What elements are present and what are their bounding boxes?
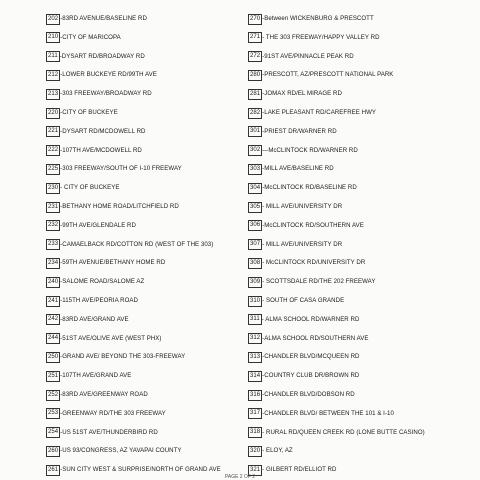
zone-description: -McCLINTOCK RD/BASELINE RD bbox=[262, 184, 357, 192]
zone-description: -GRAND AVE/ BEYOND THE 303-FREEWAY bbox=[60, 353, 186, 361]
zone-number-box: 321 bbox=[248, 465, 262, 476]
zone-description: -ALMA SCHOOL RD/SOUTHERN AVE bbox=[262, 334, 369, 342]
zone-number-box: 310 bbox=[248, 296, 262, 307]
zone-description: —McCLINTOCK RD/WARNER RD bbox=[262, 146, 358, 154]
zone-description: -LOWER BUCKEYE RD/99TH AVE bbox=[60, 71, 157, 79]
zone-description: -McCLINTOCK RD/SOUTHERN AVE bbox=[262, 221, 364, 229]
zone-description: - MILL AVE/UNIVERSITY DR bbox=[262, 240, 343, 248]
zone-description: - GILBERT RD/ELLIOT RD bbox=[262, 466, 337, 474]
entry-row bbox=[248, 388, 355, 402]
zone-description: -LAKE PLEASANT RD/CAREFREE HWY bbox=[262, 109, 376, 116]
zone-number-box: 270 bbox=[248, 14, 262, 25]
zone-number-box: 317 bbox=[248, 408, 262, 419]
entry-row bbox=[248, 350, 359, 364]
entry-row bbox=[248, 426, 425, 440]
cut-off-top-row bbox=[46, 0, 476, 4]
zone-description: -303 FREEWAY/BROADWAY RD bbox=[60, 90, 152, 98]
entry-row bbox=[248, 144, 358, 158]
entry-row bbox=[248, 313, 359, 327]
entry-row bbox=[46, 68, 157, 82]
zone-number-box: 231 bbox=[46, 202, 60, 213]
entry-row bbox=[248, 256, 365, 270]
entry-row bbox=[46, 200, 179, 214]
zone-number-box: 253 bbox=[46, 408, 60, 419]
entry-row bbox=[248, 294, 344, 308]
zone-number-box: 280 bbox=[248, 70, 262, 81]
zone-number-box: 240 bbox=[46, 277, 60, 288]
zone-number-box: 304 bbox=[248, 183, 262, 194]
zone-number-box: 271 bbox=[248, 32, 262, 43]
entry-row bbox=[46, 294, 138, 308]
zone-number-box: 232 bbox=[46, 220, 60, 231]
zone-description: -83RD AVE/GREENWAY ROAD bbox=[60, 391, 148, 398]
zone-number-box: 320 bbox=[248, 446, 262, 457]
entry-row bbox=[46, 332, 161, 346]
entry-row bbox=[46, 426, 158, 440]
entry-row bbox=[46, 369, 131, 383]
entry-row bbox=[46, 219, 136, 233]
entry-row bbox=[46, 313, 129, 327]
zone-number-box: 318 bbox=[248, 427, 262, 438]
zone-description: - ELOY, AZ bbox=[262, 447, 293, 455]
zone-number-box: 309 bbox=[248, 277, 262, 288]
zone-description: -59TH AVENUE/BETHANY HOME RD bbox=[60, 259, 166, 267]
entry-row bbox=[46, 256, 165, 270]
zone-description: -CITY OF MARICOPA bbox=[60, 33, 121, 41]
zone-number-box: 242 bbox=[46, 314, 60, 325]
zone-description: -BETHANY HOME ROAD/LITCHFIELD RD bbox=[60, 203, 179, 210]
entry-row bbox=[46, 162, 182, 176]
zone-description: -CHANDLER BLVD/DOBSON RD bbox=[262, 391, 355, 398]
zone-number-box: 210 bbox=[46, 32, 60, 43]
entry-row bbox=[46, 388, 148, 402]
zone-description: -SUN CITY WEST & SURPRISE/NORTH OF GRAND AVE bbox=[60, 466, 221, 474]
zone-description: -83RD AVE/GRAND AVE bbox=[60, 315, 129, 323]
zone-description: -83RD AVENUE/BASELINE RD bbox=[60, 15, 147, 22]
zone-description: - McCLINTOCK RD/UNIVERSITY DR bbox=[262, 259, 366, 267]
zone-description: - SCOTTSDALE RD/THE 202 FREEWAY bbox=[262, 278, 376, 286]
entry-row bbox=[248, 68, 393, 82]
entry-row bbox=[46, 106, 118, 120]
zone-description: -US 51ST AVE/THUNDERBIRD RD bbox=[60, 428, 158, 436]
zone-description: - MILL AVE/UNIVERSITY DR bbox=[262, 203, 343, 210]
entry-row bbox=[46, 275, 144, 289]
zone-number-box: 306 bbox=[248, 220, 262, 231]
zone-number-box: 282 bbox=[248, 108, 262, 119]
entry-row bbox=[248, 125, 337, 139]
zone-number-box: 244 bbox=[46, 333, 60, 344]
entry-row bbox=[46, 350, 185, 364]
zone-number-box: 303 bbox=[248, 164, 262, 175]
zone-number-box: 251 bbox=[46, 371, 60, 382]
zone-number-box: 261 bbox=[46, 465, 60, 476]
zone-description: -COUNTRY CLUB DR/BROWN RD bbox=[262, 372, 360, 380]
entry-row bbox=[248, 200, 342, 214]
zone-description: -JOMAX RD/EL MIRAGE RD bbox=[262, 90, 342, 98]
zone-number-box: 220 bbox=[46, 108, 60, 119]
entry-row bbox=[46, 12, 147, 26]
entry-row bbox=[248, 407, 394, 421]
zone-description: - ALMA SCHOOL RD/WARNER RD bbox=[261, 315, 360, 323]
zone-description: -CHANDLER BLVD/ BETWEEN THE 101 & I-10 bbox=[262, 409, 394, 417]
entry-row bbox=[46, 444, 182, 458]
entry-row bbox=[248, 181, 357, 195]
zone-description: - RURAL RD/QUEEN CREEK RD (LONE BUTTE CASINO) bbox=[262, 428, 425, 436]
zone-number-box: 213 bbox=[46, 89, 60, 100]
entry-row bbox=[248, 50, 354, 64]
zone-number-box: 234 bbox=[46, 258, 60, 269]
zone-description: -SALOME ROAD/SALOME AZ bbox=[60, 278, 145, 286]
zone-number-box: 233 bbox=[46, 239, 60, 250]
entry-row bbox=[46, 144, 142, 158]
zone-number-box: 281 bbox=[248, 89, 262, 100]
zone-description: -MILL AVE/BASELINE RD bbox=[262, 165, 334, 173]
entry-row bbox=[46, 181, 120, 195]
zone-description: -DYSART RD/MCDOWELL RD bbox=[60, 127, 146, 135]
zone-number-box: 302 bbox=[248, 145, 262, 156]
zone-description: -US 93/CONGRESS, AZ YAVAPAI COUNTY bbox=[60, 447, 182, 455]
zone-description: -115TH AVE/PEORIA ROAD bbox=[60, 297, 138, 304]
entry-row bbox=[248, 12, 374, 26]
zone-description: -Between WICKENBURG & PRESCOTT bbox=[262, 15, 374, 22]
zone-description: - CITY OF BUCKEYE bbox=[60, 184, 120, 192]
entry-row bbox=[46, 31, 121, 45]
entry-row bbox=[248, 106, 376, 120]
zone-number-box: 211 bbox=[46, 51, 60, 62]
zone-number-box: 230 bbox=[46, 183, 60, 194]
zone-description: -CHANDLER BLVD/MCQUEEN RD bbox=[262, 353, 360, 361]
zone-number-box: 311 bbox=[248, 314, 262, 325]
zone-description: - THE 303 FREEWAY/HAPPY VALLEY RD bbox=[262, 33, 380, 41]
entry-row bbox=[248, 87, 342, 101]
zone-description: -303 FREEWAY/SOUTH OF I-10 FREEWAY bbox=[60, 165, 182, 173]
zone-description: - SOUTH OF CASA GRANDE bbox=[262, 297, 345, 304]
entry-row bbox=[248, 275, 375, 289]
zone-description: -51ST AVE/OLIVE AVE (WEST PHX) bbox=[60, 334, 162, 342]
zone-description: -PRESCOTT, AZ/PRESCOTT NATIONAL PARK bbox=[262, 71, 394, 79]
entry-row bbox=[46, 50, 145, 64]
zone-number-box: 252 bbox=[46, 390, 60, 401]
zone-description: -107TH AVE/GRAND AVE bbox=[60, 372, 132, 380]
entry-row bbox=[248, 162, 334, 176]
entry-row bbox=[248, 238, 342, 252]
zone-description: -DYSART RD/BROADWAY RD bbox=[59, 52, 145, 60]
zone-description: -CITY OF BUCKEYE bbox=[60, 109, 118, 116]
zone-description: -CAMAELBACK RD/COTTON RD (WEST OF THE 303) bbox=[60, 240, 214, 248]
zone-number-box: 305 bbox=[248, 202, 262, 213]
zone-number-box: 314 bbox=[248, 371, 262, 382]
zone-number-box: 221 bbox=[46, 126, 60, 137]
zone-number-box: 254 bbox=[46, 427, 60, 438]
zone-number-box: 241 bbox=[46, 296, 60, 307]
zone-description: -GREENWAY RD/THE 303 FREEWAY bbox=[60, 409, 166, 417]
zone-number-box: 260 bbox=[46, 446, 60, 457]
entry-row bbox=[248, 444, 293, 458]
zone-description: -91ST AVE/PINNACLE PEAK RD bbox=[262, 52, 354, 60]
zone-number-box: 307 bbox=[248, 239, 262, 250]
zone-number-box: 272 bbox=[248, 51, 262, 62]
zone-description: -107TH AVE/MCDOWELL RD bbox=[60, 146, 142, 154]
zone-number-box: 250 bbox=[46, 352, 60, 363]
zone-number-box: 308 bbox=[248, 258, 262, 269]
zone-number-box: 312 bbox=[248, 333, 262, 344]
entry-row bbox=[248, 219, 364, 233]
entry-row bbox=[46, 125, 145, 139]
entry-row bbox=[248, 31, 380, 45]
zone-number-box: 301 bbox=[248, 126, 262, 137]
zone-number-box: 202 bbox=[46, 14, 60, 25]
zone-description: -PRIEST DR/WARNER RD bbox=[262, 127, 337, 135]
page-footer: PAGE 2 OF 2 bbox=[224, 474, 256, 480]
entry-row bbox=[248, 369, 359, 383]
zone-number-box: 313 bbox=[248, 352, 262, 363]
zone-number-box: 316 bbox=[248, 390, 262, 401]
zone-number-box: 212 bbox=[46, 70, 60, 81]
entry-row bbox=[46, 407, 166, 421]
zone-description: -99TH AVE/GLENDALE RD bbox=[60, 221, 136, 229]
entry-row bbox=[248, 332, 369, 346]
zone-number-box: 222 bbox=[46, 145, 60, 156]
entry-row bbox=[46, 87, 152, 101]
entry-row bbox=[46, 238, 213, 252]
zone-number-box: 225 bbox=[46, 164, 60, 175]
